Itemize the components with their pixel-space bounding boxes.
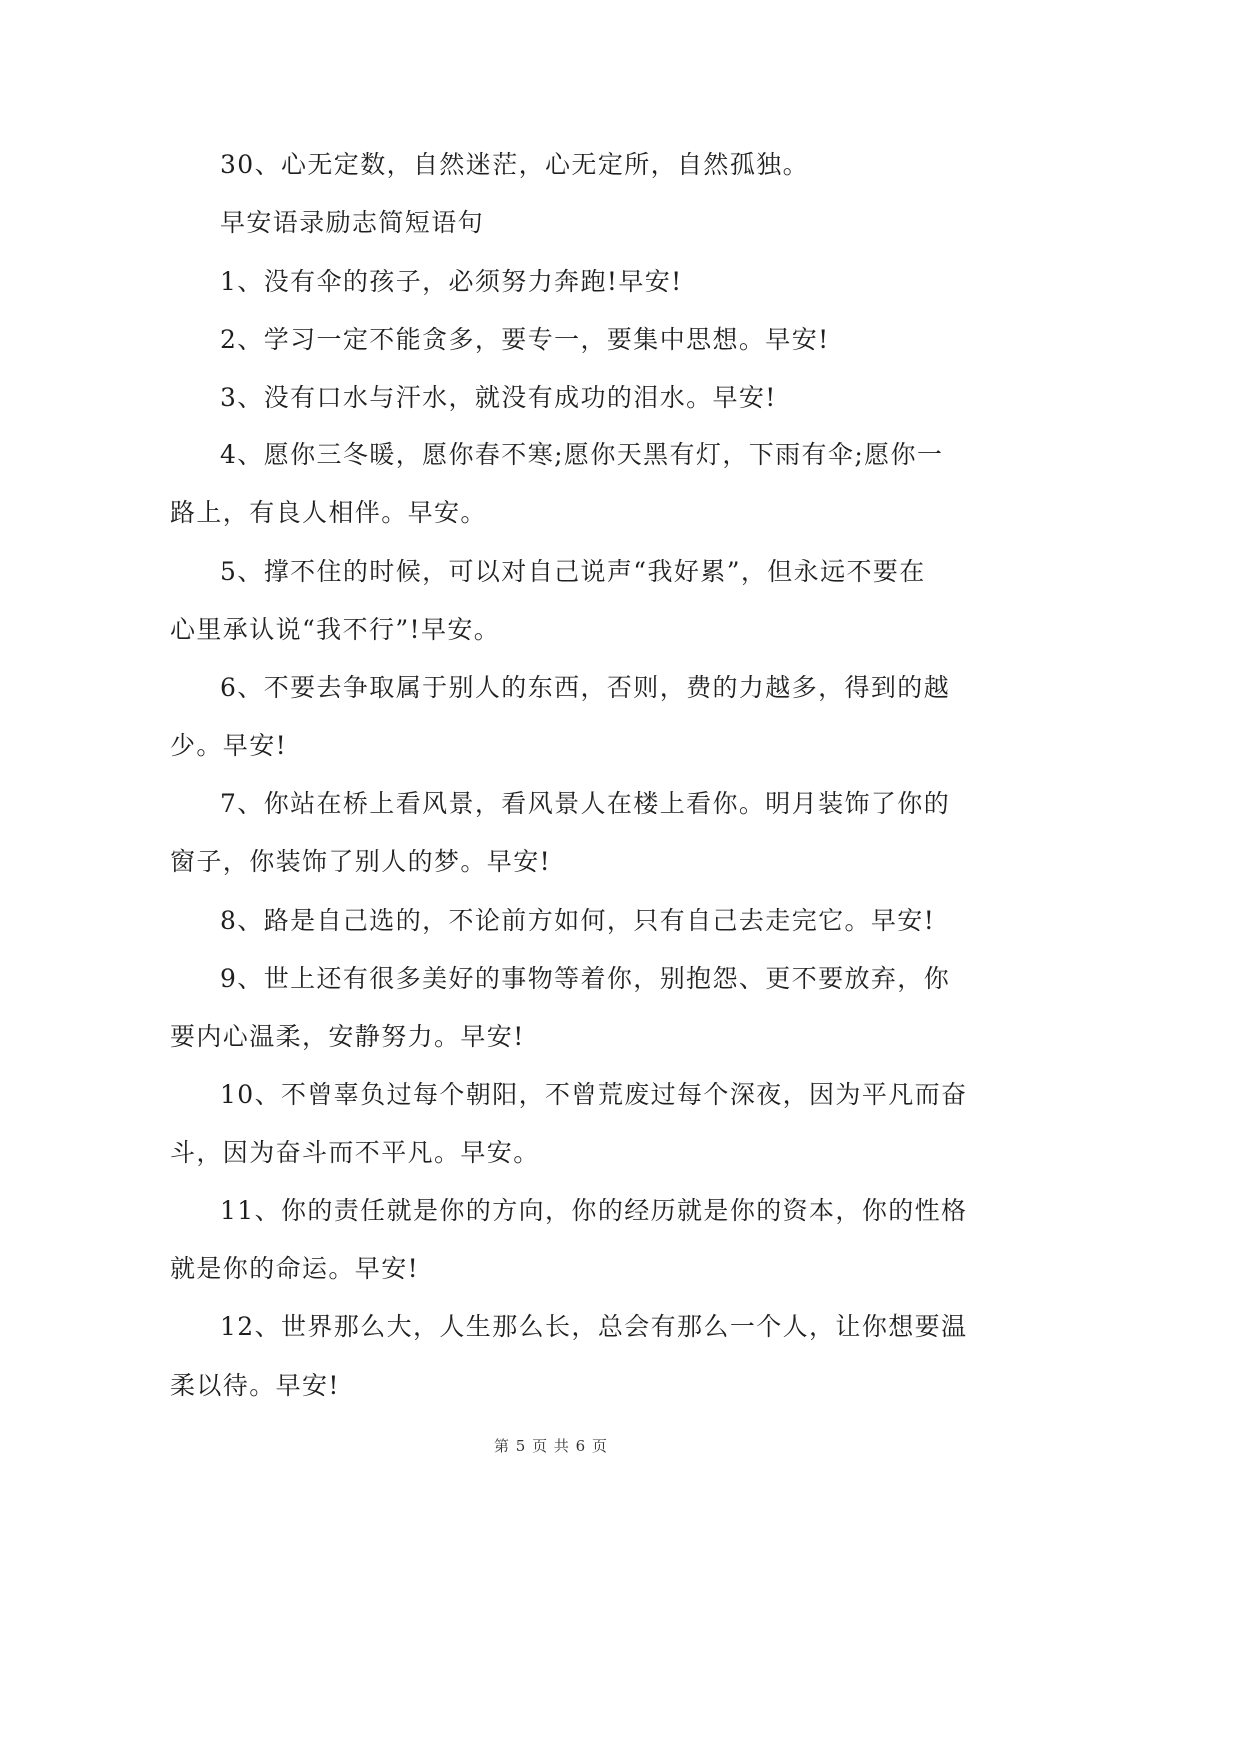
- text-line: 少。早安!: [170, 731, 288, 760]
- text-line: 11、你的责任就是你的方向，你的经历就是你的资本，你的性格: [220, 1196, 968, 1225]
- text-line: 心里承认说“我不行”!早安。: [170, 615, 501, 644]
- text-line: 8、路是自己选的，不论前方如何，只有自己去走完它。早安!: [220, 906, 936, 935]
- text-line: 6、不要去争取属于别人的东西，否则，费的力越多，得到的越: [220, 673, 951, 702]
- text-line: 2、学习一定不能贪多，要专一，要集中思想。早安!: [220, 325, 830, 354]
- text-line: 30、心无定数，自然迷茫，心无定所，自然孤独。: [220, 150, 810, 179]
- text-line: 9、世上还有很多美好的事物等着你，别抱怨、更不要放弃，你: [220, 964, 951, 993]
- text-line: 柔以待。早安!: [170, 1371, 340, 1400]
- text-line: 3、没有口水与汗水，就没有成功的泪水。早安!: [220, 383, 777, 412]
- text-line: 窗子，你装饰了别人的梦。早安!: [170, 847, 552, 876]
- text-line: 10、不曾辜负过每个朝阳，不曾荒废过每个深夜，因为平凡而奋: [220, 1080, 968, 1109]
- text-line: 就是你的命运。早安!: [170, 1254, 420, 1283]
- text-line: 1、没有伞的孩子，必须努力奔跑!早安!: [220, 267, 683, 296]
- text-line: 要内心温柔，安静努力。早安!: [170, 1022, 525, 1051]
- text-line: 5、撑不住的时候，可以对自己说声“我好累”，但永远不要在: [220, 557, 926, 586]
- text-line: 路上，有良人相伴。早安。: [170, 498, 487, 527]
- text-line: 12、世界那么大，人生那么长，总会有那么一个人，让你想要温: [220, 1312, 968, 1341]
- text-line: 4、愿你三冬暖，愿你春不寒;愿你天黑有灯，下雨有伞;愿你一: [220, 440, 944, 469]
- page-footer: 第 5 页 共 6 页: [494, 1437, 608, 1455]
- text-line: 7、你站在桥上看风景，看风景人在楼上看你。明月装饰了你的: [220, 789, 951, 818]
- text-line: 斗，因为奋斗而不平凡。早安。: [170, 1138, 540, 1167]
- section-heading: 早安语录励志简短语句: [220, 208, 485, 237]
